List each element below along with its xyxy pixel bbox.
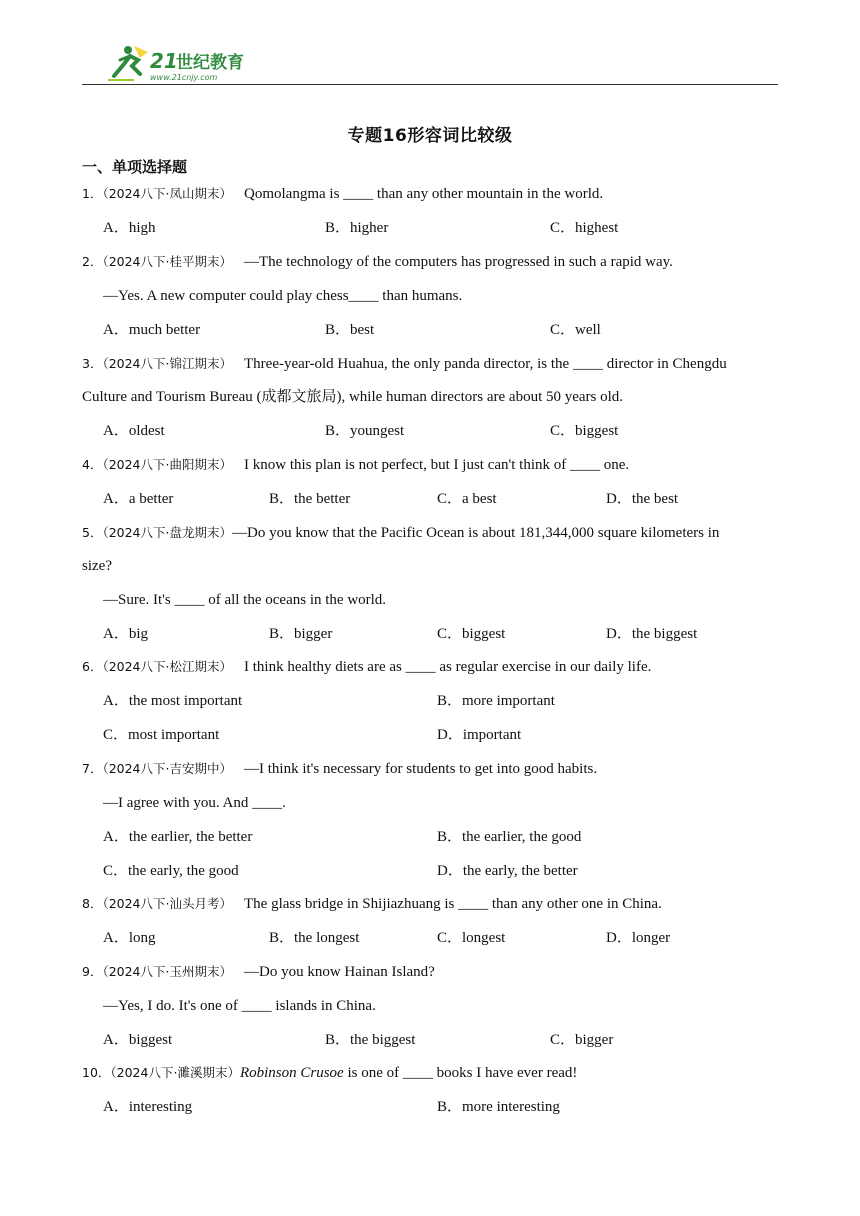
page-header <box>82 40 778 86</box>
question-8: 8．（2024八下·汕头月考） The glass bridge in Shijiazhuang is ____ than any other one in China. <box>82 896 662 912</box>
option-10b[interactable]: B．more interesting <box>437 1099 560 1115</box>
option-9b[interactable]: B．the biggest <box>325 1032 416 1048</box>
option-8a[interactable]: A．long <box>103 930 156 946</box>
option-4c[interactable]: C．a best <box>437 491 497 507</box>
book-title: Robinson Crusoe <box>239 1065 344 1081</box>
option-3b[interactable]: B．youngest <box>325 423 405 439</box>
section-heading: 一、单项选择题 <box>82 158 188 176</box>
question-2: 2．（2024八下·桂平期末） —The technology of the computers has progressed in such a rapid way. <box>82 254 673 270</box>
logo-21cnjy <box>104 42 304 84</box>
option-1a[interactable]: A．high <box>103 220 156 236</box>
question-5-line-2: size? <box>82 558 112 574</box>
question-5: 5．（2024八下·盘龙期末）—Do you know that the Pacific Ocean is about 181,344,000 square kilometers in <box>82 525 720 541</box>
question-3-line-2: Culture and Tourism Bureau (成都文旅局), while human directors are about 50 years old. <box>82 389 624 405</box>
option-8d[interactable]: D．longer <box>606 930 671 946</box>
svg-text:www.21cnjy.com: www.21cnjy.com <box>150 73 218 82</box>
option-4d[interactable]: D．the best <box>606 491 679 507</box>
page-title: 专题16形容词比较级 <box>347 126 513 146</box>
svg-text:世纪教育: 世纪教育 <box>176 53 244 73</box>
option-9a[interactable]: A．biggest <box>103 1032 173 1048</box>
option-7c[interactable]: C．the early, the good <box>103 863 239 879</box>
question-3: 3．（2024八下·锦江期末） Three-year-old Huahua, the only panda director, is the ____ director in Chengdu <box>82 356 727 372</box>
question-7-line-2: —I agree with you. And ____. <box>103 795 286 811</box>
question-1: 1．（2024八下·凤山期末） Qomolangma is ____ than any other mountain in the world. <box>82 186 604 202</box>
option-2a[interactable]: A．much better <box>103 322 201 338</box>
option-7a[interactable]: A．the earlier, the better <box>103 829 253 845</box>
svg-text:21: 21 <box>150 49 178 73</box>
option-1b[interactable]: B．higher <box>325 220 389 236</box>
question-10: 10．（2024八下·濉溪期末）Robinson Crusoe is one of ____ books I have ever read! <box>82 1065 578 1081</box>
option-9c[interactable]: C．bigger <box>550 1032 614 1048</box>
question-9: 9．（2024八下·玉州期末） —Do you know Hainan Island? <box>82 964 435 980</box>
option-5c[interactable]: C．biggest <box>437 626 506 642</box>
option-8c[interactable]: C．longest <box>437 930 506 946</box>
option-3a[interactable]: A．oldest <box>103 423 165 439</box>
option-10a[interactable]: A．interesting <box>103 1099 193 1115</box>
option-4b[interactable]: B．the better <box>269 491 351 507</box>
option-6c[interactable]: C．most important <box>103 727 220 743</box>
option-1c[interactable]: C．highest <box>550 220 619 236</box>
question-7: 7．（2024八下·吉安期中） —I think it's necessary for students to get into good habits. <box>82 761 598 777</box>
option-4a[interactable]: A．a better <box>103 491 174 507</box>
option-5a[interactable]: A．big <box>103 626 149 642</box>
option-5d[interactable]: D．the biggest <box>606 626 698 642</box>
option-6a[interactable]: A．the most important <box>103 693 243 709</box>
option-8b[interactable]: B．the longest <box>269 930 360 946</box>
option-6b[interactable]: B．more important <box>437 693 555 709</box>
question-4: 4．（2024八下·曲阳期末） I know this plan is not perfect, but I just can't think of ____ one. <box>82 457 630 473</box>
question-9-line-2: —Yes, I do. It's one of ____ islands in China. <box>103 998 376 1014</box>
header-rule <box>82 84 778 85</box>
question-6: 6．（2024八下·松江期末） I think healthy diets are as ____ as regular exercise in our daily life. <box>82 659 652 675</box>
option-2b[interactable]: B．best <box>325 322 375 338</box>
question-5-line-3: —Sure. It's ____ of all the oceans in the world. <box>103 592 387 608</box>
option-7d[interactable]: D．the early, the better <box>437 863 578 879</box>
option-5b[interactable]: B．bigger <box>269 626 333 642</box>
question-2-line-2: —Yes. A new computer could play chess____ than humans. <box>103 288 463 304</box>
option-3c[interactable]: C．biggest <box>550 423 619 439</box>
option-2c[interactable]: C．well <box>550 322 601 338</box>
option-6d[interactable]: D．important <box>437 727 522 743</box>
option-7b[interactable]: B．the earlier, the good <box>437 829 582 845</box>
